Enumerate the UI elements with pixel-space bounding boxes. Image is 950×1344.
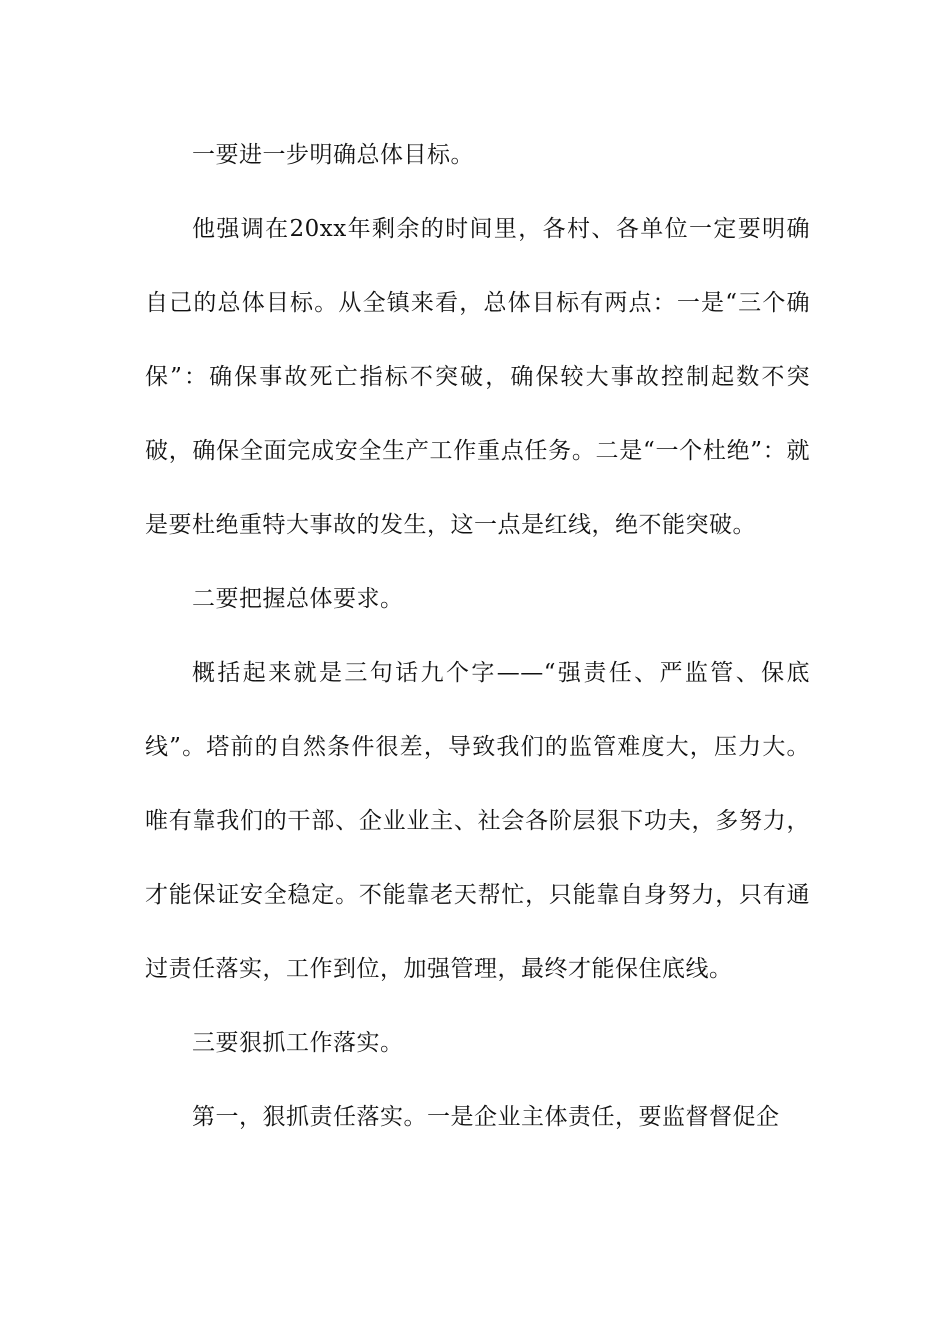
body-paragraph-requirements: 概括起来就是三句话九个字——“强责任、严监管、保底线”。塔前的自然条件很差，导致我们的监管难度大，压力大。唯有靠我们的干部、企业业主、社会各阶层狠下功夫，多努力，才能保证安全稳定。不能靠老天帮忙，只能靠自身努力，只有通过责任落实，工作到位，加强管理，最终才能保住底线。 [145, 660, 810, 982]
body-paragraph-responsibility: 第一，狠抓责任落实。一是企业主体责任，要监督督促企 [192, 1104, 780, 1130]
document-body [145, 118, 810, 1154]
heading-paragraph-3: 三要狠抓工作落实。 [192, 1030, 404, 1056]
heading-paragraph-2: 二要把握总体要求。 [192, 586, 404, 612]
body-paragraph-targets: 他强调在20xx年剩余的时间里，各村、各单位一定要明确自己的总体目标。从全镇来看，总体目标有两点：一是“三个确保”：确保事故死亡指标不突破，确保较大事故控制起数不突破，确保全面完成安全生产工作重点任务。二是“一个杜绝”：就是要杜绝重特大事故的发生，这一点是红线，绝不能突破。 [145, 216, 810, 538]
heading-paragraph-1: 一要进一步明确总体目标。 [192, 142, 474, 168]
